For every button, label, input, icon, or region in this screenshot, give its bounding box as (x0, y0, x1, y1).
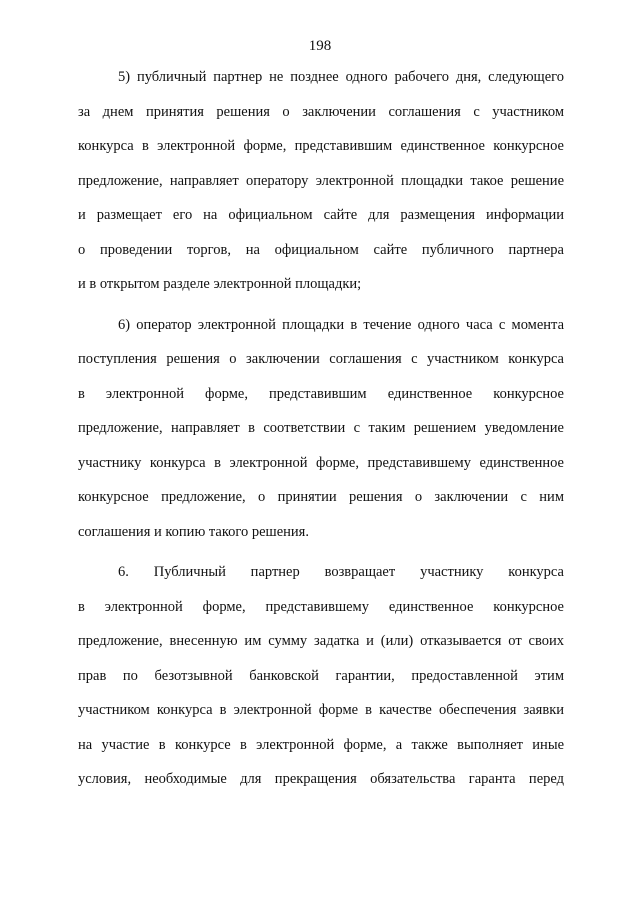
text-line: и в открытом разделе электронной площадки; (78, 276, 362, 292)
text-line: соглашения и копию такого решения. (78, 523, 309, 540)
text-line: участником конкурса в электронной форме в качестве обеспечения заявки (78, 702, 564, 718)
text-line: и размещает его на официальном сайте для размещения информации (78, 207, 564, 223)
text-line: поступления решения о заключении соглашения с участником конкурса (78, 351, 564, 367)
page-number: 198 (308, 38, 332, 54)
text-line: предложение, направляет в соответствии с таким решением уведомление (78, 420, 564, 436)
text-line: в электронной форме, представившим единственное конкурсное (78, 385, 564, 402)
text-line: в электронной форме, представившему единственное конкурсное (78, 598, 564, 615)
text-line: на участие в конкурсе в электронной форме, а также выполняет иные (78, 736, 564, 753)
text-line: предложение, направляет оператору электронной площадки такое решение (78, 172, 564, 189)
paragraph-item-6 (78, 308, 564, 550)
text-line: предложение, внесенную им сумму задатка и (или) отказывается от своих (78, 633, 564, 649)
text-line: 5) публичный партнер не позднее одного рабочего дня, следующего (118, 69, 564, 85)
text-line: конкурсное предложение, о принятии решения о заключении с ним (78, 489, 564, 505)
text-line: участнику конкурса в электронной форме, представившему единственное (78, 454, 564, 471)
text-line: условия, необходимые для прекращения обязательства гаранта перед (78, 771, 564, 787)
text-line: прав по безотзывной банковской гарантии, предоставленной этим (78, 667, 564, 684)
text-line: о проведении торгов, на официальном сайте публичного партнера (78, 241, 564, 258)
text-line: за днем принятия решения о заключении соглашения с участником (78, 103, 564, 120)
document-body (78, 60, 564, 797)
paragraph-item-5 (78, 60, 564, 302)
text-line: 6. Публичный партнер возвращает участнику конкурса (118, 564, 564, 580)
text-line: конкурса в электронной форме, представившим единственное конкурсное (78, 138, 564, 154)
paragraph-section-6 (78, 555, 564, 797)
text-line: 6) оператор электронной площадки в течение одного часа с момента (118, 316, 564, 333)
